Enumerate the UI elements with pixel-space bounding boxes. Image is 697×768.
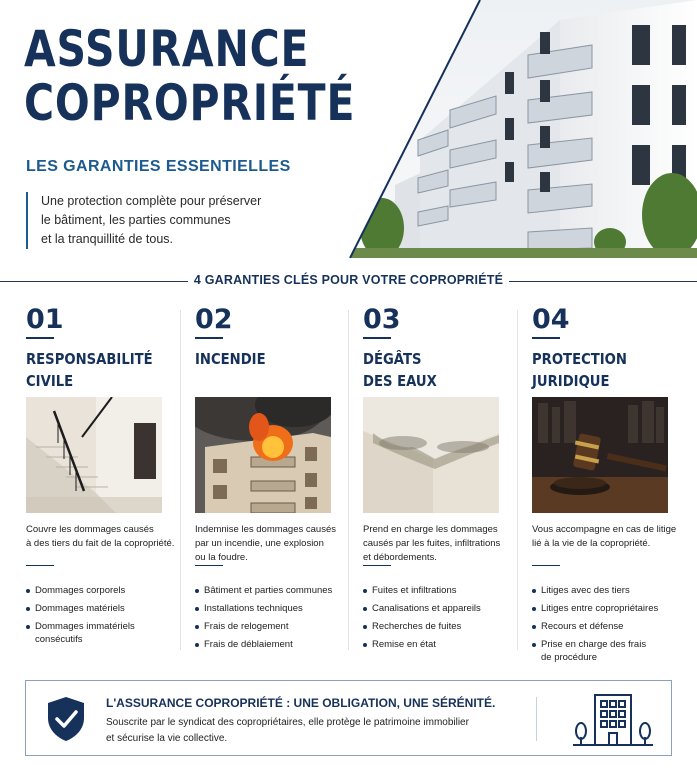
guarantee-number: 04 xyxy=(532,304,570,335)
description-underline xyxy=(26,565,54,566)
list-item-text: Frais de relogement xyxy=(204,621,289,632)
number-underline xyxy=(26,337,54,339)
list-item xyxy=(532,638,688,664)
list-item-text: Litiges avec des tiers xyxy=(541,585,630,596)
list-item-text: Installations techniques xyxy=(204,603,303,614)
banner-title: L'ASSURANCE COPROPRIÉTÉ : UNE OBLIGATION, UNE SÉRÉNITÉ. xyxy=(106,696,496,710)
guarantee-bullet-list xyxy=(532,584,688,669)
list-item-text: Frais de déblaiement xyxy=(204,639,293,650)
number-underline xyxy=(532,337,560,339)
list-item-text: Dommages matériels xyxy=(35,603,125,614)
list-item-text: Litiges entre copropriétaires xyxy=(541,603,659,614)
gavel-photo xyxy=(532,397,668,513)
guarantee-number: 02 xyxy=(195,304,233,335)
guarantee-number: 01 xyxy=(26,304,64,335)
water-damage-photo xyxy=(363,397,499,513)
intro-line: le bâtiment, les parties communes xyxy=(41,213,231,227)
staircase-photo xyxy=(26,397,162,513)
list-item xyxy=(26,602,182,615)
guarantee-description xyxy=(26,523,176,551)
footer-banner xyxy=(25,680,672,756)
guarantee-title-line: INCENDIE xyxy=(195,350,266,368)
description-line: à des tiers du fait de la copropriété. xyxy=(26,538,175,549)
list-item xyxy=(363,620,519,633)
guarantee-title-line: RESPONSABILITÉ xyxy=(26,350,153,368)
shield-check-icon xyxy=(46,696,86,742)
list-item xyxy=(532,602,688,615)
guarantee-card-incendie xyxy=(195,305,353,660)
page-title xyxy=(24,22,355,130)
intro-line: et la tranquillité de tous. xyxy=(41,232,174,246)
guarantee-description xyxy=(363,523,513,565)
guarantee-card-responsabilite-civile xyxy=(26,305,184,660)
intro-text xyxy=(26,192,276,249)
guarantee-title-line: CIVILE xyxy=(26,372,74,390)
guarantee-card-protection-juridique xyxy=(532,304,690,663)
guarantee-title-line: JURIDIQUE xyxy=(532,372,610,390)
list-item xyxy=(532,620,688,633)
number-underline xyxy=(363,337,391,339)
banner-divider xyxy=(536,697,537,741)
guarantee-number: 03 xyxy=(363,304,401,335)
guarantee-bullet-list xyxy=(26,584,182,651)
list-item xyxy=(195,602,351,615)
list-item-text: Recherches de fuites xyxy=(372,621,462,632)
guarantee-title xyxy=(532,348,671,398)
description-line: Couvre les dommages causés xyxy=(26,524,154,535)
list-item xyxy=(26,584,182,597)
guarantee-description xyxy=(195,523,345,565)
description-line: ou la foudre. xyxy=(195,552,248,563)
title-line-2: COPROPRIÉTÉ xyxy=(24,74,356,132)
title-line-1: ASSURANCE xyxy=(24,20,310,78)
list-item-text: Bâtiment et parties communes xyxy=(204,585,333,596)
list-item-text: Recours et défense xyxy=(541,621,624,632)
guarantee-title-line: PROTECTION xyxy=(532,350,627,368)
banner-text xyxy=(106,715,469,747)
page-subtitle: LES GARANTIES ESSENTIELLES xyxy=(26,158,291,175)
description-line: Prend en charge les dommages xyxy=(363,524,498,535)
guarantee-title xyxy=(26,348,165,398)
list-item xyxy=(363,638,519,651)
description-line: Indemnise les dommages causés xyxy=(195,524,336,535)
guarantee-title-line: DÉGÂTS xyxy=(363,350,422,368)
banner-text-line: et sécurise la vie collective. xyxy=(106,733,228,744)
section-title: 4 GARANTIES CLÉS POUR VOTRE COPROPRIÉTÉ xyxy=(193,273,504,287)
description-underline xyxy=(363,565,391,566)
guarantee-description xyxy=(532,523,682,551)
list-item xyxy=(532,584,688,597)
building-fire-photo xyxy=(195,397,331,513)
guarantee-title-line: DES EAUX xyxy=(363,372,437,390)
list-item xyxy=(363,584,519,597)
description-line: par un incendie, une explosion xyxy=(195,538,324,549)
description-line: et débordements. xyxy=(363,552,437,563)
list-item-text: Dommages corporels xyxy=(35,585,126,596)
list-item xyxy=(195,638,351,651)
list-item xyxy=(363,602,519,615)
guarantee-bullet-list xyxy=(195,584,351,656)
description-line: Vous accompagne en cas de litige xyxy=(532,524,677,535)
list-item-text: consécutifs xyxy=(35,634,83,645)
list-item-text: Canalisations et appareils xyxy=(372,603,481,614)
building-trees-icon xyxy=(571,689,655,749)
guarantee-card-degats-des-eaux xyxy=(363,305,521,660)
guarantee-title xyxy=(363,348,502,398)
list-item xyxy=(26,620,182,646)
list-item-text: Remise en état xyxy=(372,639,436,650)
list-item-text: Dommages immatériels xyxy=(35,621,135,632)
list-item xyxy=(195,620,351,633)
description-line: lié à la vie de la copropriété. xyxy=(532,538,651,549)
description-underline xyxy=(532,565,560,566)
list-item-text: de procédure xyxy=(541,652,597,663)
list-item xyxy=(195,584,351,597)
list-item-text: Fuites et infiltrations xyxy=(372,585,457,596)
intro-line: Une protection complète pour préserver xyxy=(41,194,262,208)
description-line: causés par les fuites, infiltrations xyxy=(363,538,501,549)
guarantee-title xyxy=(195,348,334,398)
list-item-text: Prise en charge des frais xyxy=(541,639,647,650)
section-divider-right xyxy=(509,281,697,282)
banner-text-line: Souscrite par le syndicat des copropriétaires, elle protège le patrimoine immobilier xyxy=(106,717,469,728)
number-underline xyxy=(195,337,223,339)
description-underline xyxy=(195,565,223,566)
guarantee-bullet-list xyxy=(363,584,519,656)
hero-header xyxy=(0,0,697,258)
